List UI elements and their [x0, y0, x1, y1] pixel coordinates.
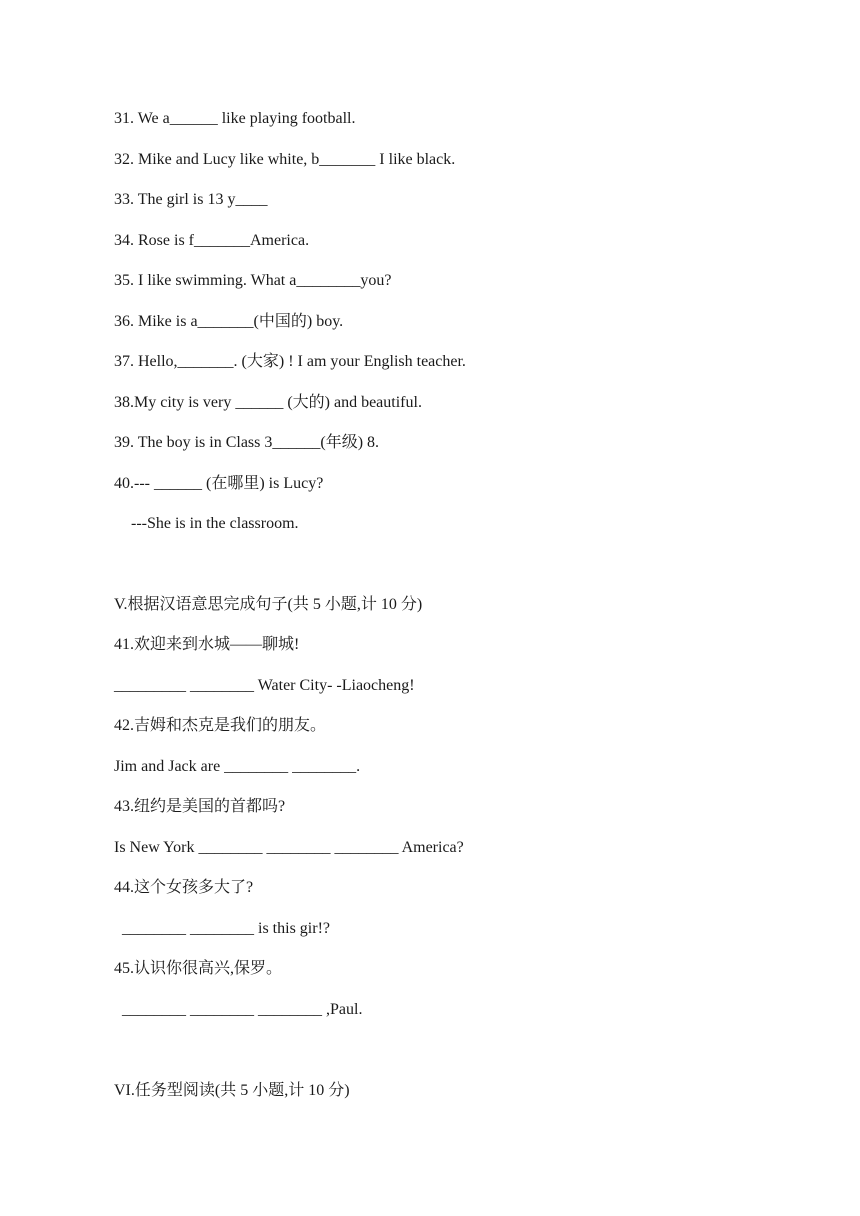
question-45-chinese: 45.认识你很高兴,保罗。	[114, 960, 283, 977]
question-44-english: ________ ________ is this gir!?	[122, 920, 330, 937]
question-44-chinese: 44.这个女孩多大了?	[114, 879, 254, 896]
question-37: 37. Hello,_______. (大家) ! I am your English teacher.	[114, 353, 466, 370]
question-45-english: ________ ________ ________ ,Paul.	[122, 1001, 363, 1018]
question-32: 32. Mike and Lucy like white, b_______ I like black.	[114, 151, 456, 168]
question-43-english: Is New York ________ ________ ________ America?	[114, 839, 464, 856]
question-42-chinese: 42.吉姆和杰克是我们的朋友。	[114, 717, 327, 734]
question-31: 31. We a______ like playing football.	[114, 110, 356, 127]
question-43-chinese: 43.纽约是美国的首都吗?	[114, 798, 286, 815]
question-38: 38.My city is very ______ (大的) and beautiful.	[114, 394, 422, 411]
question-41-english: _________ ________ Water City- -Liaocheng!	[114, 677, 415, 694]
question-40: 40.--- ______ (在哪里) is Lucy?	[114, 475, 324, 492]
question-35: 35. I like swimming. What a________you?	[114, 272, 392, 289]
question-36: 36. Mike is a_______(中国的) boy.	[114, 313, 344, 330]
question-33: 33. The girl is 13 y____	[114, 191, 268, 208]
question-42-english: Jim and Jack are ________ ________.	[114, 758, 361, 775]
question-40-answer: ---She is in the classroom.	[131, 515, 299, 532]
question-39: 39. The boy is in Class 3______(年级) 8.	[114, 434, 380, 451]
section-5-title: V.根据汉语意思完成句子(共 5 小题,计 10 分)	[114, 596, 423, 613]
question-34: 34. Rose is f_______America.	[114, 232, 310, 249]
question-41-chinese: 41.欢迎来到水城——聊城!	[114, 636, 300, 653]
section-6-title: VI.任务型阅读(共 5 小题,计 10 分)	[114, 1082, 350, 1099]
